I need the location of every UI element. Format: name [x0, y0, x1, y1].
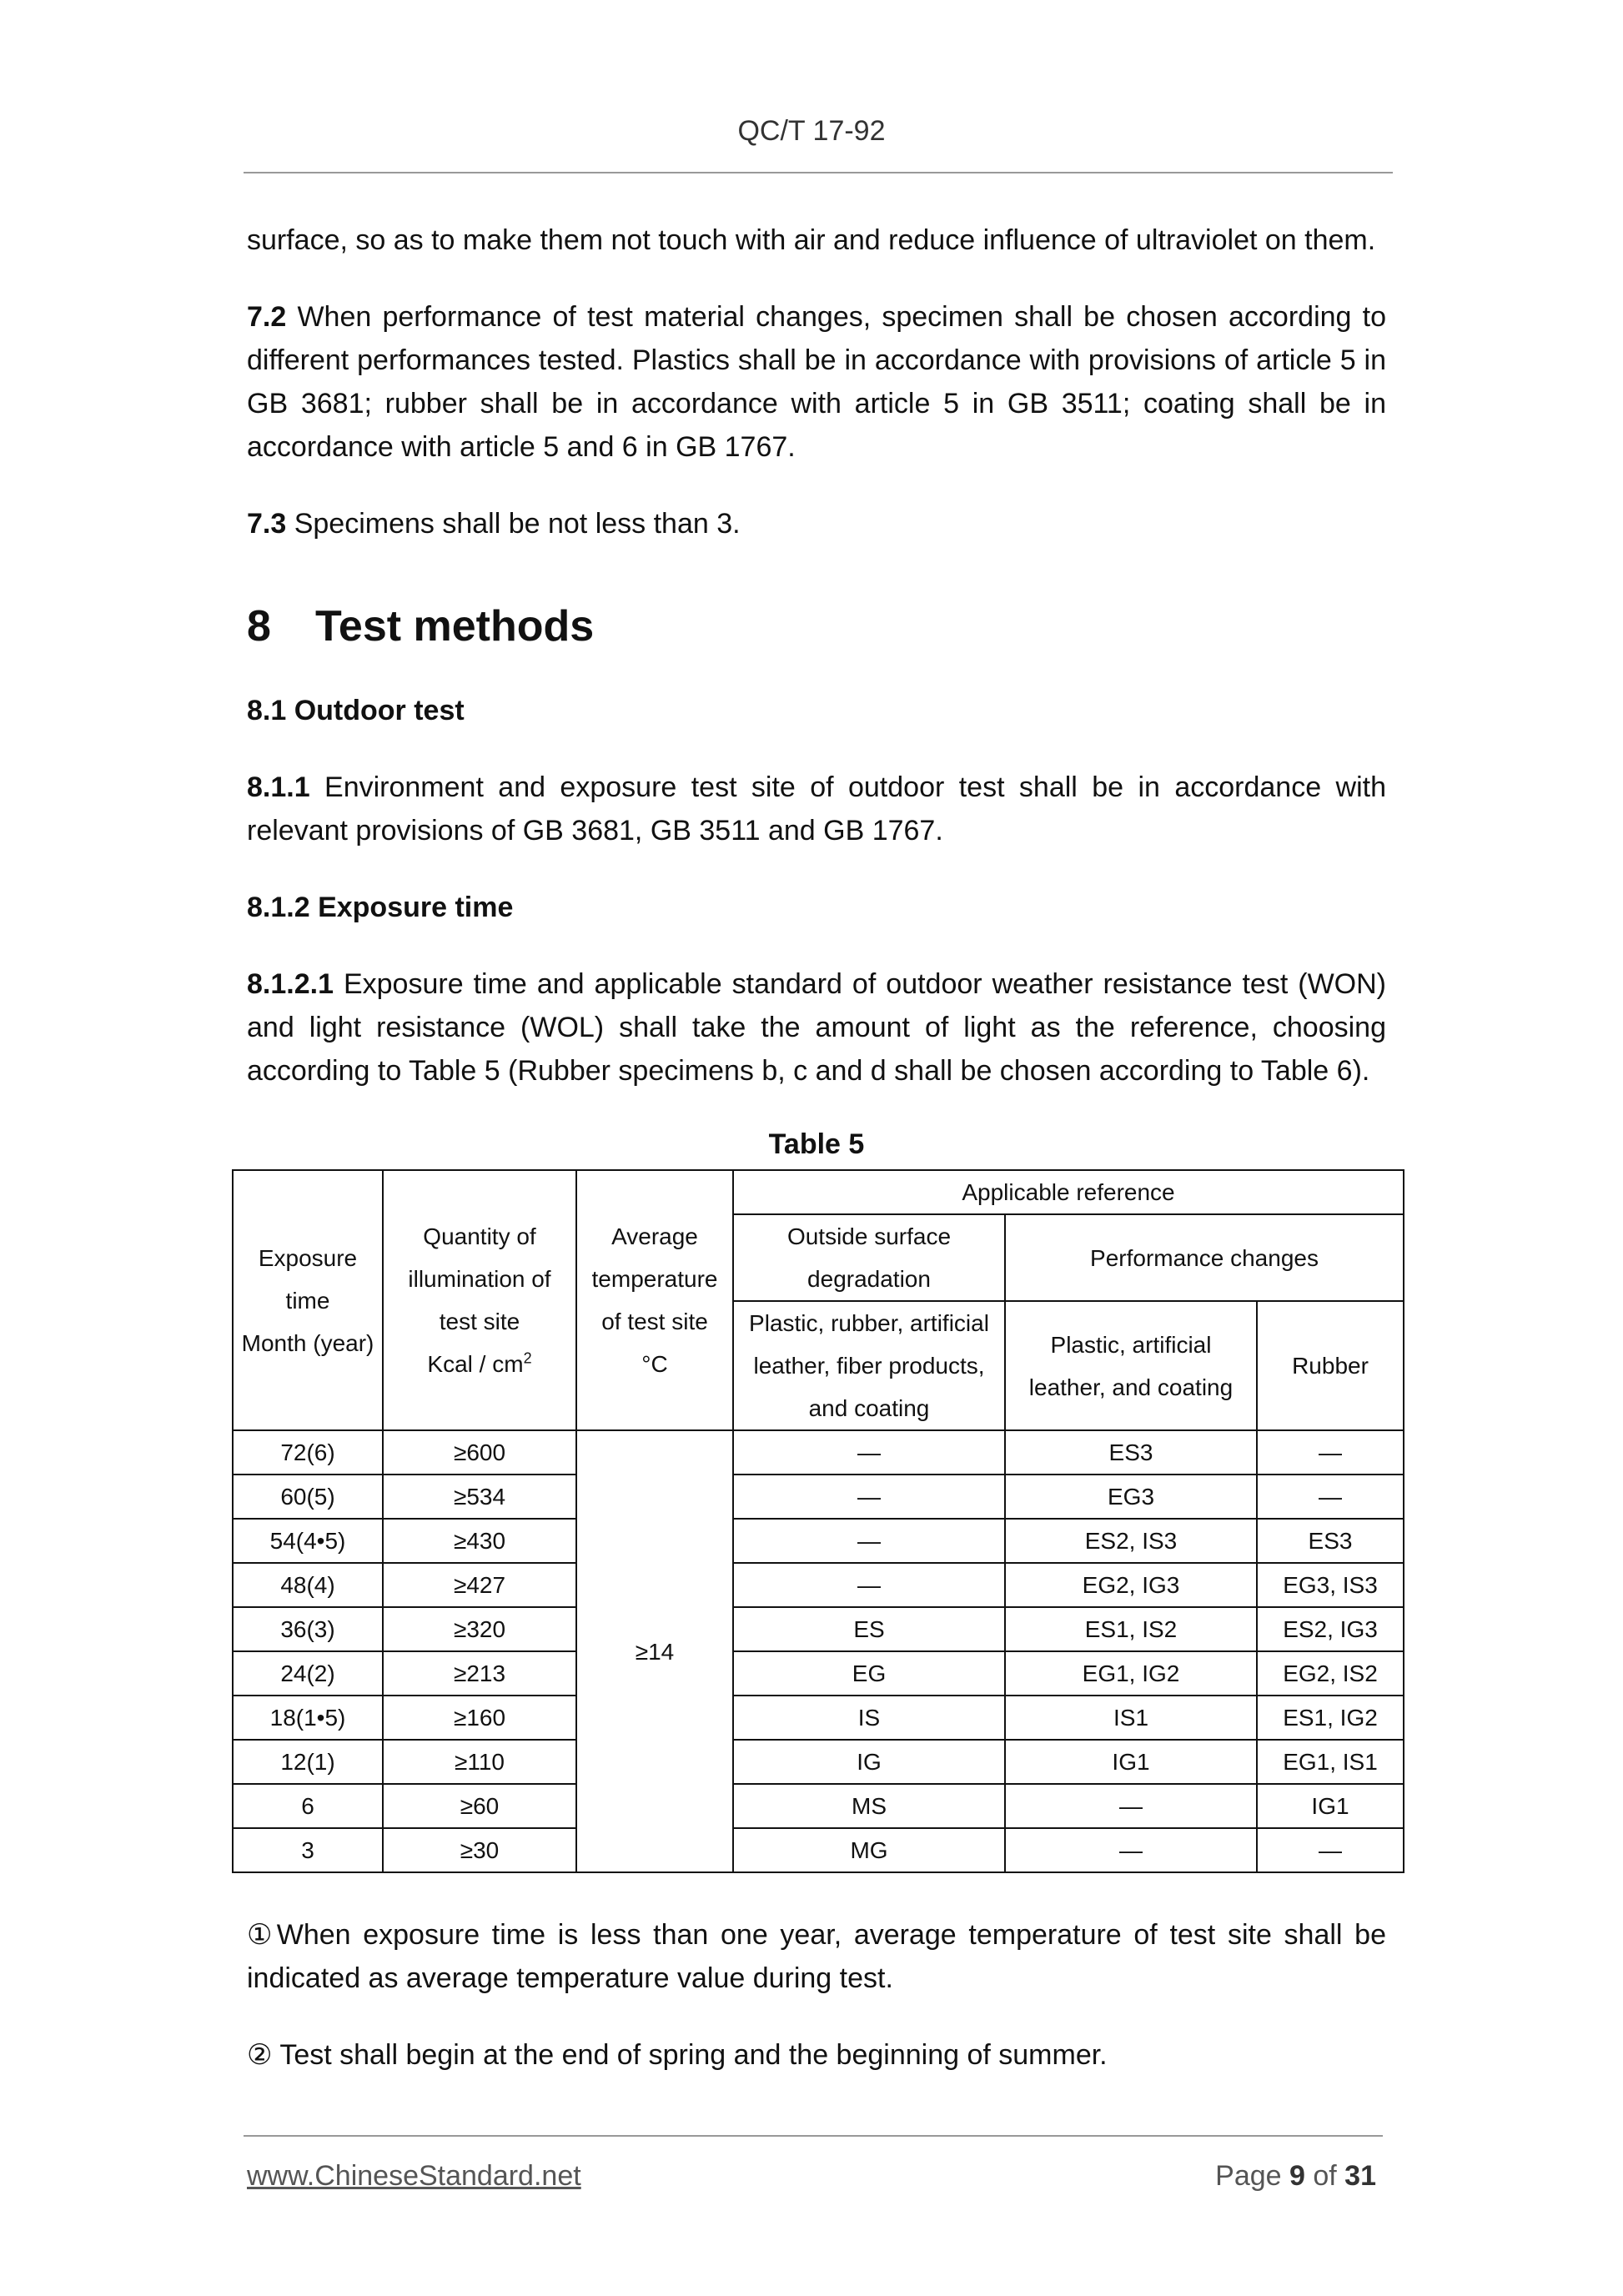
table-row	[233, 1563, 1404, 1607]
table-row	[233, 1784, 1404, 1828]
heading-8-1-2: 8.1.2 Exposure time	[247, 892, 514, 923]
col-header-plastic-rubber-all: Plastic, rubber, artificial leather, fiber products, and coating	[733, 1301, 1005, 1430]
cell-rubber-change: ES2, IG3	[1257, 1607, 1404, 1651]
cell-outside-degradation: —	[733, 1430, 1005, 1475]
cell-outside-degradation: ES	[733, 1607, 1005, 1651]
cell-outside-degradation: —	[733, 1563, 1005, 1607]
clause-number: 8.1.2.1	[247, 968, 334, 1000]
header-divider	[244, 172, 1393, 173]
cell-exposure-time: 48(4)	[233, 1563, 383, 1607]
cell-rubber-change: EG3, IS3	[1257, 1563, 1404, 1607]
cell-rubber-change: IG1	[1257, 1784, 1404, 1828]
cell-plastic-change: EG2, IG3	[1005, 1563, 1257, 1607]
table-row	[233, 1828, 1404, 1872]
table-row	[233, 1475, 1404, 1519]
clause-8-1-2-1	[247, 962, 1386, 1093]
cell-exposure-time: 60(5)	[233, 1475, 383, 1519]
cell-illumination: ≥213	[383, 1651, 576, 1696]
cell-rubber-change: —	[1257, 1828, 1404, 1872]
clause-text: When performance of test material changes, specimen shall be chosen according to different performances tested. Plastics shall be in accordance with provisions of article 5 in GB 3681; rubber shall be in accordance with article 5 in GB 3511; coating shall be in accordance with article 5 and 6 in GB 1767.	[247, 301, 1386, 463]
cell-rubber-change: ES3	[1257, 1519, 1404, 1563]
table-5	[232, 1169, 1404, 1873]
cell-exposure-time: 72(6)	[233, 1430, 383, 1475]
cell-rubber-change: EG1, IS1	[1257, 1740, 1404, 1784]
col-header-applicable-reference: Applicable reference	[733, 1170, 1404, 1214]
table-row	[233, 1607, 1404, 1651]
cell-outside-degradation: MS	[733, 1784, 1005, 1828]
table-row	[233, 1696, 1404, 1740]
clause-number: 7.3	[247, 508, 287, 540]
clause-7-3	[247, 502, 1386, 545]
cell-illumination: ≥60	[383, 1784, 576, 1828]
table-row	[233, 1519, 1404, 1563]
col-header-performance-changes: Performance changes	[1005, 1214, 1404, 1301]
table-wrapper	[232, 1169, 1403, 1873]
cell-exposure-time: 36(3)	[233, 1607, 383, 1651]
page-indicator: Page 9 of 31	[1215, 2160, 1376, 2192]
cell-exposure-time: 54(4•5)	[233, 1519, 383, 1563]
col-header-plastic-artificial: Plastic, artificial leather, and coating	[1005, 1301, 1257, 1430]
table-row	[233, 1740, 1404, 1784]
clause-8-1-1	[247, 766, 1386, 852]
page-number: 9	[1289, 2160, 1305, 2192]
cell-plastic-change: IG1	[1005, 1740, 1257, 1784]
clause-text: Exposure time and applicable standard of outdoor weather resistance test (WON) and light resistance (WOL) shall take the amount of light as the reference, choosing according to Table 5 (Rubber specimens b, c and d shall be chosen according to Table 6).	[247, 968, 1386, 1087]
clause-text: Specimens shall be not less than 3.	[286, 508, 741, 540]
cell-illumination: ≥534	[383, 1475, 576, 1519]
cell-plastic-change: ES2, IS3	[1005, 1519, 1257, 1563]
cell-plastic-change: —	[1005, 1784, 1257, 1828]
table-note-2: ② Test shall begin at the end of spring and the beginning of summer.	[247, 2039, 1108, 2071]
cell-illumination: ≥427	[383, 1563, 576, 1607]
cell-plastic-change: IS1	[1005, 1696, 1257, 1740]
cell-rubber-change: —	[1257, 1475, 1404, 1519]
cell-outside-degradation: —	[733, 1475, 1005, 1519]
heading-8-1: 8.1 Outdoor test	[247, 695, 465, 726]
col-header-exposure-time: Exposure time Month (year)	[233, 1170, 383, 1430]
cell-plastic-change: —	[1005, 1828, 1257, 1872]
table-row	[233, 1430, 1404, 1475]
cell-outside-degradation: IS	[733, 1696, 1005, 1740]
table-row	[233, 1651, 1404, 1696]
cell-plastic-change: ES3	[1005, 1430, 1257, 1475]
cell-plastic-change: EG1, IG2	[1005, 1651, 1257, 1696]
cell-illumination: ≥600	[383, 1430, 576, 1475]
footer-divider	[244, 2135, 1383, 2137]
cell-average-temperature: ≥14	[576, 1430, 733, 1872]
cell-rubber-change: EG2, IS2	[1257, 1651, 1404, 1696]
table-note-1: ①When exposure time is less than one year, average temperature of test site shall be indicated as average temperature value during test.	[247, 1919, 1386, 1994]
col-header-rubber: Rubber	[1257, 1301, 1404, 1430]
section-title: Test methods	[315, 602, 595, 651]
cell-exposure-time: 24(2)	[233, 1651, 383, 1696]
clause-number: 8.1.1	[247, 771, 310, 803]
clause-7-2	[247, 295, 1386, 469]
page-total: 31	[1344, 2160, 1376, 2192]
cell-outside-degradation: IG	[733, 1740, 1005, 1784]
table-title: Table 5	[768, 1128, 865, 1160]
table-5-body	[233, 1430, 1404, 1872]
cell-illumination: ≥30	[383, 1828, 576, 1872]
cell-exposure-time: 18(1•5)	[233, 1696, 383, 1740]
section-number: 8	[247, 602, 271, 651]
cell-plastic-change: EG3	[1005, 1475, 1257, 1519]
cell-illumination: ≥110	[383, 1740, 576, 1784]
footer-website-link[interactable]: www.ChineseStandard.net	[247, 2160, 581, 2192]
col-header-average-temperature: Average temperature of test site °C	[576, 1170, 733, 1430]
paragraph-continuation: surface, so as to make them not touch with air and reduce influence of ultraviolet on them.	[247, 224, 1376, 256]
col-header-outside-surface: Outside surface degradation	[733, 1214, 1005, 1301]
cell-outside-degradation: EG	[733, 1651, 1005, 1696]
col-header-illumination: Quantity of illumination of test site Kcal / $cm^2$	[383, 1170, 576, 1430]
cell-outside-degradation: —	[733, 1519, 1005, 1563]
cell-illumination: ≥430	[383, 1519, 576, 1563]
cell-outside-degradation: MG	[733, 1828, 1005, 1872]
clause-text: Environment and exposure test site of outdoor test shall be in accordance with relevant provisions of GB 3681, GB 3511 and GB 1767.	[247, 771, 1386, 847]
cell-rubber-change: —	[1257, 1430, 1404, 1475]
cell-exposure-time: 6	[233, 1784, 383, 1828]
cell-exposure-time: 3	[233, 1828, 383, 1872]
clause-number: 7.2	[247, 301, 287, 333]
cell-rubber-change: ES1, IG2	[1257, 1696, 1404, 1740]
page-header: QC/T 17-92	[737, 115, 886, 147]
cell-exposure-time: 12(1)	[233, 1740, 383, 1784]
cell-illumination: ≥320	[383, 1607, 576, 1651]
page-content	[241, 219, 1386, 2077]
cell-plastic-change: ES1, IS2	[1005, 1607, 1257, 1651]
section-heading-8	[247, 597, 1386, 656]
cell-illumination: ≥160	[383, 1696, 576, 1740]
